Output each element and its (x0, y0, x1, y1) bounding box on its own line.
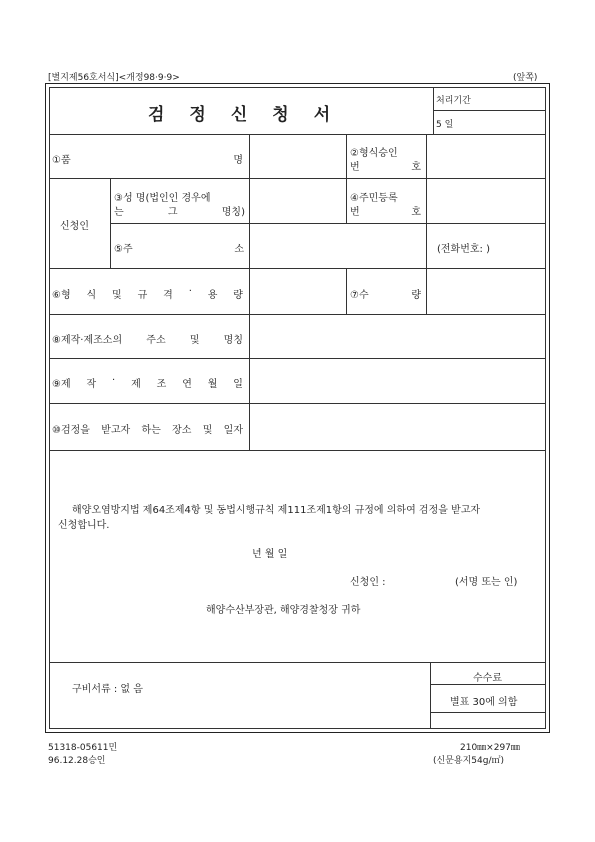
form-inner-frame (49, 87, 546, 729)
label-name-2: 는 그 명칭) (114, 207, 245, 218)
approval-date: 96.12.28승인 (48, 756, 106, 766)
label-make-date: ⑨제 작 · 제 조 연 월 일 (52, 375, 243, 390)
label-applicant: 신청인 (60, 221, 89, 232)
rule-row4 (49, 314, 546, 315)
recipient-line: 해양수산부장관, 해양경찰청장 귀하 (206, 605, 361, 616)
vrule-type-b (426, 268, 427, 314)
vrule-type-a (346, 268, 347, 314)
statement-date: 년 월 일 (252, 549, 288, 560)
page-side-label: (앞쪽) (513, 73, 538, 83)
rule-row2 (110, 223, 546, 224)
processing-period-value: 5 일 (436, 120, 454, 130)
applicant-sign-label: 신청인 : (350, 577, 386, 588)
label-name: ③성 명(법인인 경우에 (114, 193, 211, 204)
label-phone: (전화번호: ) (437, 244, 490, 255)
label-address: ⑤주 소 (114, 244, 244, 255)
applicant-sign-note: (서명 또는 인) (455, 577, 518, 588)
label-maker-address: ⑧제작·제조소의 주소 및 명칭 (52, 335, 243, 346)
label-type-spec: ⑥형 식 및 규 격 · 용 량 (52, 286, 243, 301)
required-docs: 구비서류 : 없 음 (72, 684, 143, 695)
rule-processing-mid (433, 110, 546, 111)
statement-line-1: 해양오염방지법 제64조제4항 및 동법시행규칙 제111조제1항의 규정에 의하여 검정을 받고자 (72, 505, 481, 516)
label-resident-no: ④주민등록 (350, 193, 398, 204)
rule-row1 (49, 178, 546, 179)
rule-row5 (49, 358, 546, 359)
vrule-mid-col-a (346, 134, 347, 223)
vrule-processing (433, 87, 434, 134)
fee-value: 별표 30에 의함 (450, 697, 518, 708)
label-resident-no-2: 번 호 (350, 207, 421, 218)
vrule-address (426, 223, 427, 268)
rule-row7 (49, 450, 546, 451)
processing-period-label: 처리기간 (436, 96, 471, 106)
rule-fee-bottom (430, 712, 546, 713)
label-inspection-place: ⑩검정을 받고자 하는 장소 및 일자 (52, 425, 243, 436)
fee-label: 수수료 (473, 673, 502, 684)
paper-size: 210㎜×297㎜ (460, 743, 520, 753)
rule-row3 (49, 268, 546, 269)
vrule-fee (430, 662, 431, 729)
form-number: [별지제56호서식]<개정98·9·9> (48, 73, 180, 83)
rule-processing-bottom (433, 134, 546, 135)
label-quantity: ⑦수 량 (350, 290, 421, 301)
vrule-applicant (110, 178, 111, 268)
form-code: 51318-05611민 (48, 743, 118, 753)
label-type-approval: ②형식승인 (350, 148, 398, 159)
rule-statement-bottom (49, 662, 546, 663)
form-title: 검정신청서 (148, 105, 356, 125)
statement-line-2: 신청합니다. (58, 520, 110, 531)
rule-title-bottom (49, 134, 433, 135)
label-type-approval-2: 번 호 (350, 162, 421, 173)
rule-fee-mid (430, 684, 546, 685)
vrule-mid-col-b (426, 134, 427, 223)
vrule-label-col (249, 134, 250, 450)
paper-type: (신문용지54g/㎡) (433, 756, 504, 766)
label-product-name: ①품 명 (52, 155, 243, 166)
rule-row6 (49, 403, 546, 404)
